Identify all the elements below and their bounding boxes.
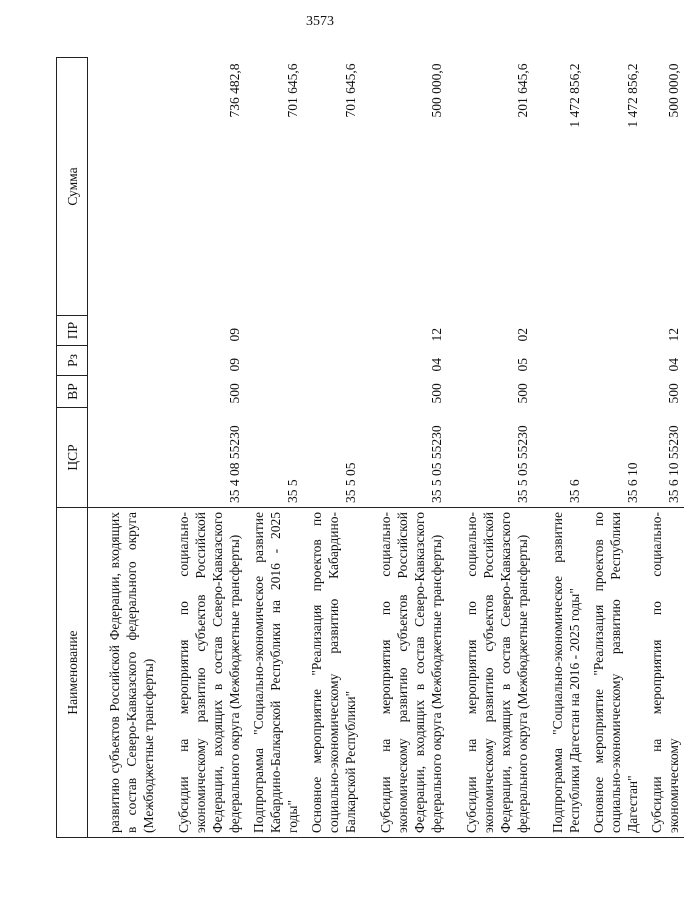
row-vr [88, 376, 158, 408]
table-row [158, 58, 244, 838]
row-rz [244, 346, 302, 376]
row-csr: 35 5 05 55230 [514, 425, 530, 503]
row-name: Субсидии на мероприятия по социально-экономическому развитию субъектов Российской Федерации, входящих в состав Северо-Кавказского федерального округа (Межбюджетные трансферты) [446, 508, 532, 838]
row-rz: 04 [428, 358, 444, 372]
table-row [532, 58, 584, 838]
row-sum: 500 000,0 [428, 63, 444, 118]
row-sum: 701 645,6 [342, 63, 358, 118]
row-sum [88, 58, 158, 316]
row-name: развитию субъектов Российской Федерации, входящих в состав Северо-Кавказского федерального округа (Межбюджетные трансферты) [88, 508, 158, 838]
row-pr: 02 [514, 328, 530, 342]
row-sum: 201 645,6 [514, 63, 530, 118]
row-pr: 09 [226, 328, 242, 342]
row-sum: 736 482,8 [226, 63, 242, 118]
row-sum: 1 472 856,2 [624, 63, 640, 128]
row-vr: 500 [226, 383, 242, 404]
table-row [584, 58, 642, 838]
row-csr: 35 6 10 [624, 462, 640, 503]
row-vr: 500 [665, 383, 681, 404]
row-csr: 35 4 08 55230 [226, 425, 242, 503]
row-vr [584, 376, 642, 408]
row-name: Субсидии на мероприятия по социально-экономическому [642, 508, 684, 838]
row-rz [88, 346, 158, 376]
row-name: Основное мероприятие "Реализация проектов по социально-экономическому развитию Республики Дагестан" [584, 508, 642, 838]
row-sum: 1 472 856,2 [566, 63, 582, 128]
row-rz [584, 346, 642, 376]
row-rz: 04 [665, 358, 681, 372]
budget-table [56, 57, 684, 838]
row-csr: 35 5 05 55230 [428, 425, 444, 503]
header-rz: Рз [57, 346, 88, 376]
table-row [446, 58, 532, 838]
table-row [88, 58, 158, 838]
row-vr [302, 376, 360, 408]
header-name: Наименование [57, 508, 88, 838]
header-csr: ЦСР [57, 408, 88, 508]
row-csr: 35 6 [566, 479, 582, 503]
row-pr: 12 [428, 328, 444, 342]
row-pr: 12 [665, 328, 681, 342]
table-row [642, 58, 684, 838]
table-row [244, 58, 302, 838]
row-sum: 500 000,0 [665, 63, 681, 118]
row-rz [532, 346, 584, 376]
row-csr [88, 408, 158, 508]
row-pr [584, 316, 642, 346]
table-header-row [57, 58, 88, 838]
header-sum: Сумма [57, 58, 88, 316]
row-vr [532, 376, 584, 408]
row-vr: 500 [428, 383, 444, 404]
page-number: 3573 [306, 14, 334, 29]
row-name: Подпрограмма "Социально-экономическое развитие Кабардино-Балкарской Республики на 2016 - 2025 годы" [244, 508, 302, 838]
row-pr [88, 316, 158, 346]
row-vr [244, 376, 302, 408]
row-pr [532, 316, 584, 346]
row-vr: 500 [514, 383, 530, 404]
row-rz: 09 [226, 358, 242, 372]
header-pr: ПР [57, 316, 88, 346]
row-sum: 701 645,6 [284, 63, 300, 118]
row-pr [244, 316, 302, 346]
row-rz [302, 346, 360, 376]
row-name: Субсидии на мероприятия по социально-экономическому развитию субъектов Российской Федерации, входящих в состав Северо-Кавказского федерального округа (Межбюджетные трансферты) [158, 508, 244, 838]
rotated-page [56, 58, 681, 838]
row-csr: 35 6 10 55230 [665, 425, 681, 503]
row-rz: 05 [514, 358, 530, 372]
row-pr [302, 316, 360, 346]
table-row [302, 58, 360, 838]
row-csr: 35 5 [284, 479, 300, 503]
row-csr: 35 5 05 [342, 462, 358, 503]
header-vr: ВР [57, 376, 88, 408]
row-name: Основное мероприятие "Реализация проектов по социально-экономическому развитию Кабардино-Балкарской Республики" [302, 508, 360, 838]
row-name: Подпрограмма "Социально-экономическое развитие Республики Дагестан на 2016 - 2025 годы" [532, 508, 584, 838]
row-name: Субсидии на мероприятия по социально-экономическому развитию субъектов Российской Федерации, входящих в состав Северо-Кавказского федерального округа (Межбюджетные трансферты) [360, 508, 446, 838]
table-row [360, 58, 446, 838]
